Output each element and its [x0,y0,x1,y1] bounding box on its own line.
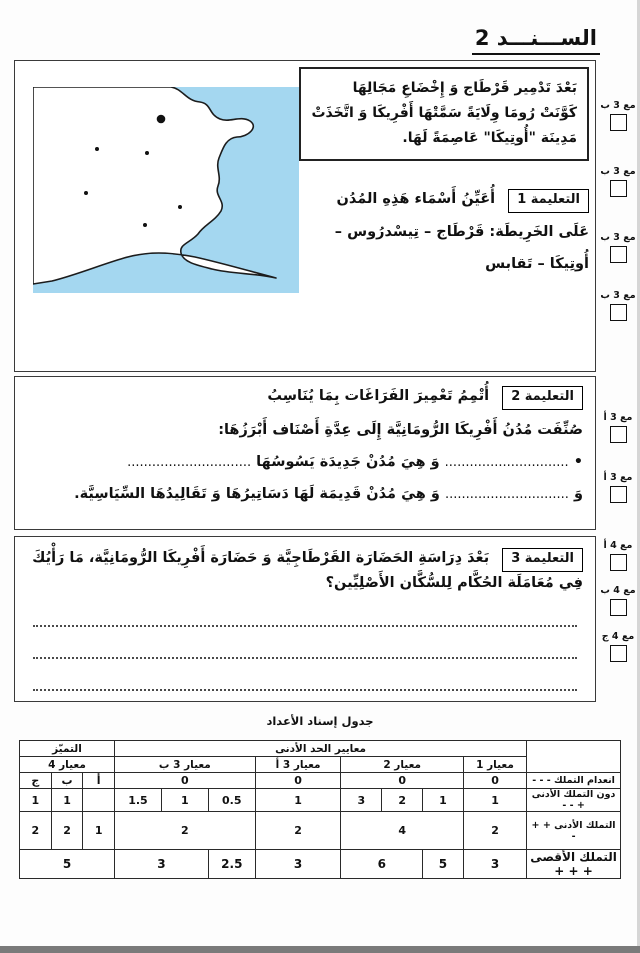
score-cell: 2 [463,812,526,850]
answer-line [33,612,577,627]
score-cell: 6 [341,850,423,879]
instruction-1-label: التعليمة 1 [508,189,589,213]
criterion-item [598,585,638,616]
criterion-item [598,232,638,263]
minimum-criteria-header: معايير الحد الأدنى [114,741,526,757]
city-marker [178,205,182,209]
excellence-header: التميّز [20,741,115,757]
score-cell: 3 [341,789,382,812]
score-cell: 2.5 [208,850,255,879]
criterion-label: مع 4 ب [600,585,636,596]
criterion-label: مع 3 ب [600,290,636,301]
criterion-item [598,540,638,571]
score-cell: 1 [161,789,208,812]
instruction-1-text: أُعَيِّنُ أَسْمَاء هَذِهِ المُدُن عَلَى الخَرِيطَة: قَرْطَاج – تِيسْدرُوس – أُوتِيكَا – تَقابس [334,191,589,273]
score-cell: 0 [114,773,255,789]
criterion-label: مع 3 ب [600,232,636,243]
score-cell: 1 [423,789,464,812]
tunisia-map-svg [33,87,299,293]
score-cell: 0 [341,773,463,789]
score-checkbox[interactable] [610,426,627,443]
criterion-item [598,100,638,131]
city-marker [145,151,149,155]
sub-criterion-c-header: ج [20,773,52,789]
criterion-item [598,412,638,443]
city-marker-large [157,115,166,124]
instruction-2-item1-text: وَ هِيَ مُدُنْ جَدِيدَة يَسُوسُهَا [256,453,440,470]
instruction-2-item1 [27,451,583,474]
score-cell: 3 [255,850,341,879]
sub-criterion-a-header: أ [83,773,115,789]
score-cell: 1 [83,812,115,850]
instruction-2-line1: صُنِّفَت مُدُنُ أَفْرِيكَا الرُّومَانِيَّة إِلَى عِدَّةِ أَصْنَاف أَبْرَزُهَا: [218,421,583,438]
fill-blank: .............................. [444,486,569,502]
city-marker [143,223,147,227]
instruction-2-header [27,385,583,410]
instruction-2-item2-prefix: وَ [573,485,583,502]
score-checkbox[interactable] [610,554,627,571]
answer-line [33,676,577,691]
criterion-label: مع 4 ج [601,631,635,642]
criterion-item [598,290,638,321]
score-checkbox[interactable] [610,246,627,263]
criterion-label: مع 4 أ [603,540,633,551]
score-checkbox[interactable] [610,486,627,503]
instruction-2-item2-text: وَ هِيَ مُدُنْ قَدِيمَة لَهَا دَسَاتِيرُهَا وَ تَقَالِيدُهَا السِّيَاسِيَّة. [74,485,440,502]
criterion-label: مع 3 أ [603,472,633,483]
criterion-label: مع 3 ب [600,100,636,111]
score-checkbox[interactable] [610,114,627,131]
score-cell: 2 [255,812,341,850]
score-cell: 1 [463,789,526,812]
criterion-2-header: معيار 2 [341,757,463,773]
criterion-label: مع 3 أ [603,412,633,423]
city-marker [95,147,99,151]
score-cell: 5 [20,850,115,879]
criterion-label: مع 3 ب [600,166,636,177]
criterion-item [598,631,638,662]
table-corner-cell [527,741,621,773]
score-cell: 3 [463,850,526,879]
score-cell: 0 [463,773,526,789]
score-cell: 1.5 [114,789,161,812]
section-instruction-3 [14,536,596,702]
score-cell: 2 [20,812,52,850]
score-checkbox[interactable] [610,180,627,197]
mastery-level-label: انعدام التملك - - - [527,773,621,789]
score-cell: 1 [51,789,83,812]
city-marker [84,191,88,195]
score-checkbox[interactable] [610,599,627,616]
score-cell: 2 [382,789,423,812]
scan-edge-bottom [0,946,640,953]
source-text-box: بَعْدَ تَدْمِير قَرْطَاج وَ إِخْضَاعِ مَجَالِهَا كَوَّنَتْ رُومَا وِلَايَةً سَمَّتْهَا أَفْرِيكَا وَ اتَّخَذَتْ مَدِينَة "أُوتِيكَا" عَاصِمَةً لَهَا. [299,67,589,161]
criterion-3b-header: معيار 3 ب [114,757,255,773]
criterion-item [598,472,638,503]
sub-criterion-b-header: ب [51,773,83,789]
score-cell: 0.5 [208,789,255,812]
criterion-4-header: معيار 4 [20,757,115,773]
instruction-3-text: بَعْدَ دِرَاسَةِ الحَضَارَة القَرْطَاجِيَّة وَ حَضَارَة أَفْرِيكَا الرُّومَانِيَّة، مَا رَأْيُكَ فِي مُعَامَلَة الحُكَّام لِلسُّكَّان الأَصْلِيِّين؟ [32,550,583,591]
score-checkbox[interactable] [610,304,627,321]
instruction-3-label: التعليمة 3 [502,548,583,572]
score-cell: 1 [20,789,52,812]
score-cell: 5 [423,850,464,879]
answer-line [33,644,577,659]
instruction-1 [297,183,589,281]
fill-blank: .............................. [127,454,252,470]
score-cell: 0 [255,773,341,789]
score-cell [83,789,115,812]
section-instruction-2 [14,376,596,530]
instruction-2-item2 [27,483,583,506]
criterion-3a-header: معيار 3 أ [255,757,341,773]
mastery-level-label: دون التملك الأدنى + - - [527,789,621,812]
grading-table-caption: جدول إسناد الأعداد [266,714,374,728]
grading-table [19,740,621,879]
section-source-and-map [14,60,596,372]
score-cell: 3 [114,850,208,879]
instruction-2-intro: أُتْمِمُ تَعْمِيرَ الفَرَاغَات بِمَا يُنَاسِبُ [267,388,490,404]
mastery-level-label: التملك الأدنى + + - [527,812,621,850]
criterion-item [598,166,638,197]
instruction-3-header [27,547,583,595]
fill-blank: .............................. [444,454,569,470]
score-checkbox[interactable] [610,645,627,662]
bullet-icon: • [573,453,583,470]
instruction-2-label: التعليمة 2 [502,386,583,410]
page-title: الســـنـــد 2 [472,26,600,55]
score-cell: 4 [341,812,463,850]
score-cell: 1 [255,789,341,812]
score-cell: 2 [114,812,255,850]
mastery-level-label: التملك الأقصى + + + [527,850,621,879]
criterion-1-header: معيار 1 [463,757,526,773]
tunisia-map [33,87,299,293]
score-cell: 2 [51,812,83,850]
